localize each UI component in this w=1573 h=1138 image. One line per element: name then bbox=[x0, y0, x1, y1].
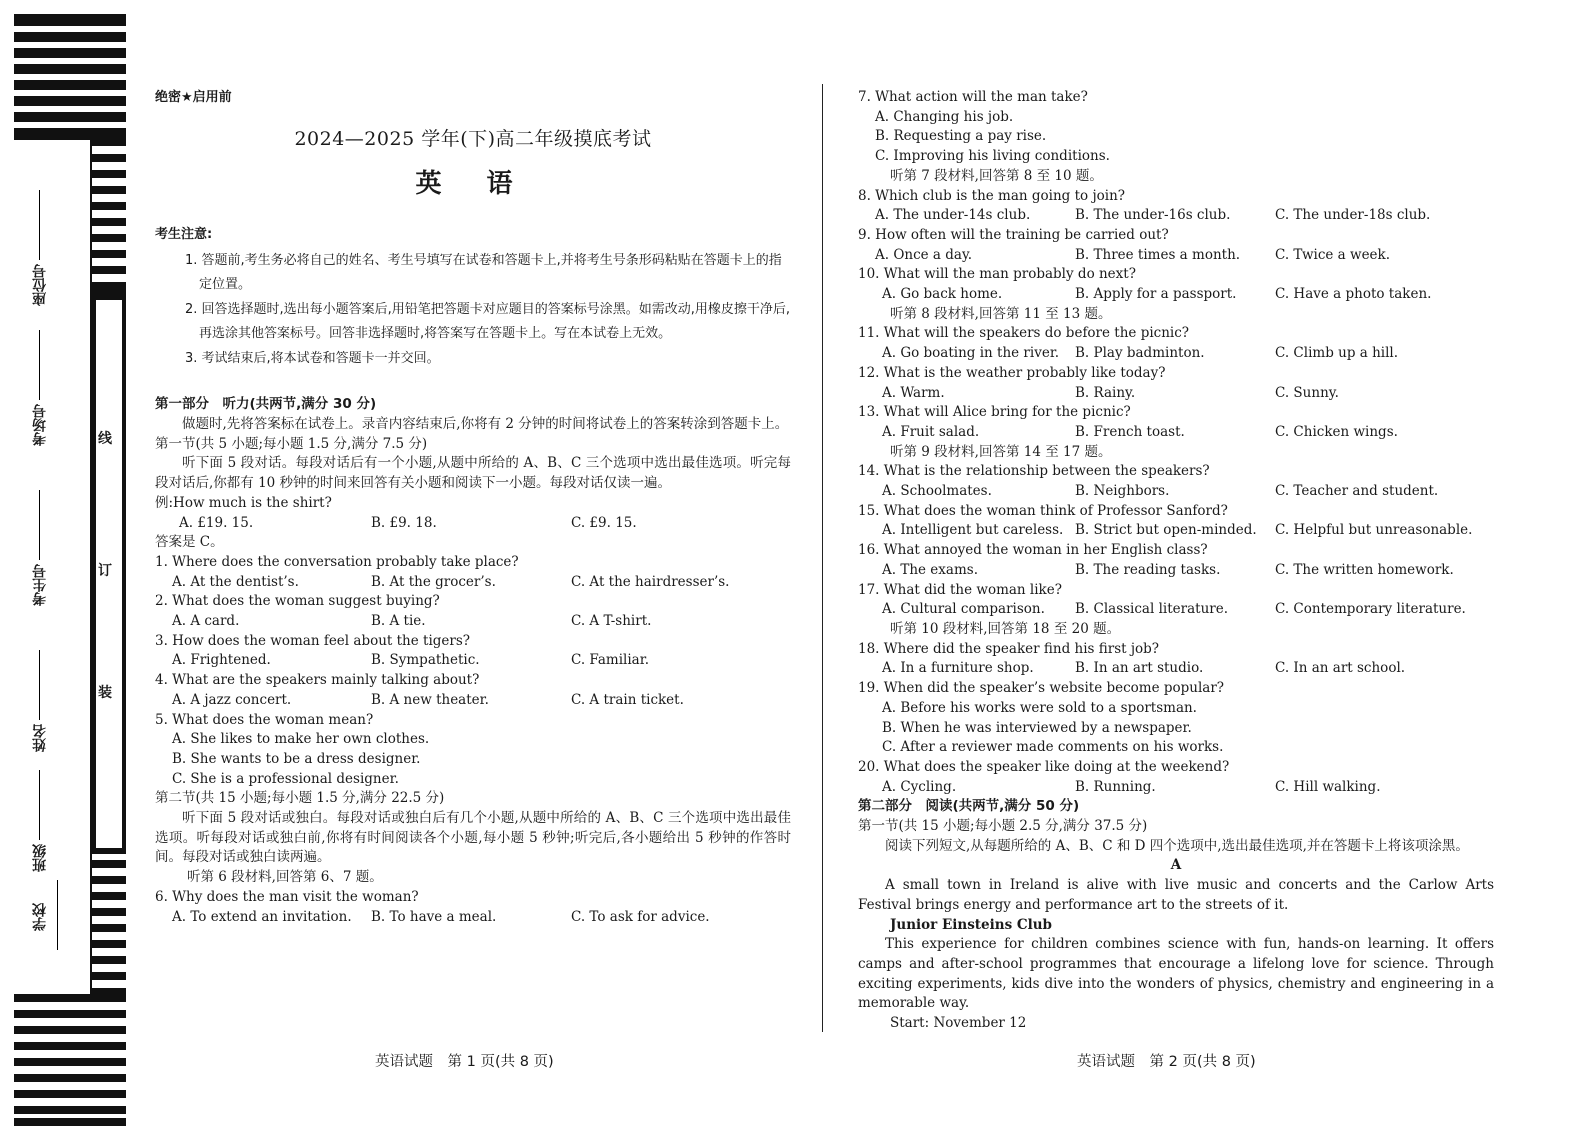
option-b: B. The under-16s club. bbox=[1075, 207, 1231, 224]
club-description: This experience for children combines science with fun, hands-on learning. It offers camps and after-school programmes that encourage a lifelong love for science. Through exciting experiments, kids dive into the wonders of physics, chemistry and engineering in a memorable way. bbox=[858, 936, 1494, 1012]
question-options bbox=[858, 600, 1494, 620]
option-a: A. A card. bbox=[172, 613, 240, 630]
question-options bbox=[858, 561, 1494, 581]
option-c: C. Familiar. bbox=[571, 652, 649, 669]
question-options bbox=[858, 206, 1494, 226]
school-label: 学校 bbox=[30, 880, 90, 954]
question-4 bbox=[155, 671, 791, 710]
option-b: B. French toast. bbox=[1075, 423, 1185, 440]
question-text: 12. What is the weather probably like today? bbox=[858, 364, 1166, 381]
option-b: B. Three times a month. bbox=[1075, 246, 1241, 263]
question-options bbox=[858, 246, 1494, 266]
question-text: 5. What does the woman mean? bbox=[155, 711, 374, 728]
question-text: 16. What annoyed the woman in her English class? bbox=[858, 542, 1208, 559]
question-6 bbox=[155, 888, 791, 927]
option-c: C. A train ticket. bbox=[571, 691, 684, 708]
option-b: B. Strict but open-minded. bbox=[1075, 522, 1257, 539]
example-question: 例:How much is the shirt? bbox=[155, 494, 332, 511]
option-c: C. At the hairdresser’s. bbox=[571, 573, 730, 590]
option-a: A. Cultural comparison. bbox=[882, 601, 1045, 618]
question-18 bbox=[858, 640, 1494, 679]
option-b: B. In an art studio. bbox=[1075, 660, 1204, 677]
question-7 bbox=[858, 88, 1494, 167]
class-label: 班级 bbox=[30, 770, 90, 872]
listening-cue: 听第 7 段材料,回答第 8 至 10 题。 bbox=[890, 167, 1103, 184]
option-b: B. Running. bbox=[1075, 778, 1156, 795]
club-start-date: Start: November 12 bbox=[890, 1015, 1027, 1032]
question-options bbox=[858, 659, 1494, 679]
confidential-mark: 绝密★启用前 bbox=[155, 90, 232, 105]
club-name: Junior Einsteins Club bbox=[890, 916, 1052, 933]
option-a: A. Warm. bbox=[882, 384, 945, 401]
question-20 bbox=[858, 758, 1494, 797]
part-2-heading: 第二部分 阅读(共两节,满分 50 分) bbox=[858, 798, 1080, 815]
page-2-footer: 英语试题 第 2 页(共 8 页) bbox=[1077, 1054, 1256, 1070]
passage-intro: A small town in Ireland is alive with live music and concerts and the Carlow Arts Festival brings energy and performance art to the streets of it. bbox=[858, 877, 1494, 913]
listening-cue: 听第 8 段材料,回答第 11 至 13 题。 bbox=[890, 305, 1112, 322]
question-2 bbox=[155, 592, 791, 631]
candidate-number-label: 考生号 bbox=[30, 490, 90, 606]
notice-item: 3. 考试结束后,将本试卷和答题卡一并交回。 bbox=[185, 350, 440, 366]
question-9 bbox=[858, 226, 1494, 265]
option-a: A. Go boating in the river. bbox=[882, 345, 1060, 362]
exam-room-label: 考场号 bbox=[30, 330, 90, 446]
question-text: 15. What does the woman think of Professor Sanford? bbox=[858, 502, 1228, 519]
option-a: A. At the dentist’s. bbox=[172, 573, 299, 590]
question-17 bbox=[858, 581, 1494, 620]
option-c: C. £9. 15. bbox=[571, 514, 637, 531]
subject-title: 英 语 bbox=[415, 169, 531, 200]
option-a: A. Frightened. bbox=[172, 652, 271, 669]
question-text: 10. What will the man probably do next? bbox=[858, 266, 1136, 283]
option-a: A. Schoolmates. bbox=[882, 483, 992, 500]
option-a: A. The exams. bbox=[882, 561, 978, 578]
notice-heading: 考生注意: bbox=[155, 227, 213, 243]
page-1-footer: 英语试题 第 1 页(共 8 页) bbox=[375, 1054, 554, 1070]
option-b: B. To have a meal. bbox=[371, 908, 497, 925]
option-b: B. Requesting a pay rise. bbox=[875, 128, 1047, 145]
option-c: C. Twice a week. bbox=[1275, 246, 1391, 263]
question-text: 20. What does the speaker like doing at the weekend? bbox=[858, 758, 1230, 775]
question-19 bbox=[858, 679, 1494, 758]
option-b: B. When he was interviewed by a newspaper. bbox=[882, 719, 1192, 736]
question-options bbox=[155, 908, 791, 928]
listening-cue: 听第 9 段材料,回答第 14 至 17 题。 bbox=[890, 443, 1112, 460]
part-2-section-1-heading: 第一节(共 15 小题;每小题 2.5 分,满分 37.5 分) bbox=[858, 818, 1148, 835]
question-options bbox=[155, 612, 791, 632]
option-c: C. In an art school. bbox=[1275, 660, 1406, 677]
question-13 bbox=[858, 403, 1494, 442]
binding-marks bbox=[96, 420, 118, 720]
question-1 bbox=[155, 553, 791, 592]
page-1-column bbox=[155, 88, 791, 927]
option-b: B. A tie. bbox=[371, 613, 426, 630]
question-options bbox=[155, 691, 791, 711]
option-c: C. The under-18s club. bbox=[1275, 207, 1431, 224]
question-11 bbox=[858, 324, 1494, 363]
question-options bbox=[858, 778, 1494, 798]
listening-cue: 听第 6 段材料,回答第 6、7 题。 bbox=[187, 869, 383, 886]
option-c: C. Have a photo taken. bbox=[1275, 286, 1432, 303]
option-c: C. She is a professional designer. bbox=[172, 770, 399, 787]
option-c: C. After a reviewer made comments on his works. bbox=[882, 739, 1224, 756]
question-options bbox=[155, 573, 791, 593]
option-a: A. Cycling. bbox=[882, 778, 957, 795]
option-c: C. A T-shirt. bbox=[571, 613, 652, 630]
option-a: A. Go back home. bbox=[882, 286, 1003, 303]
question-text: 8. Which club is the man going to join? bbox=[858, 187, 1126, 204]
part-2-intro: 阅读下列短文,从每题所给的 A、B、C 和 D 四个选项中,选出最佳选项,并在答题卡上将该项涂黑。 bbox=[885, 837, 1469, 854]
option-a: A. Before his works were sold to a sportsman. bbox=[882, 699, 1197, 716]
page-2-column bbox=[858, 88, 1494, 1034]
option-c: C. The written homework. bbox=[1275, 561, 1454, 578]
question-3 bbox=[155, 632, 791, 671]
example-options bbox=[155, 514, 791, 534]
question-text: 7. What action will the man take? bbox=[858, 89, 1088, 105]
question-16 bbox=[858, 541, 1494, 580]
passage-label: A bbox=[1170, 857, 1182, 874]
question-text: 3. How does the woman feel about the tigers? bbox=[155, 632, 471, 649]
question-text: 9. How often will the training be carried out? bbox=[858, 226, 1169, 243]
question-text: 2. What does the woman suggest buying? bbox=[155, 593, 440, 610]
option-b: B. Rainy. bbox=[1075, 384, 1136, 401]
part-1-intro: 做题时,先将答案标在试卷上。录音内容结束后,你将有 2 分钟的时间将试卷上的答案转涂到答题卡上。 bbox=[182, 416, 789, 433]
section-1-intro: 听下面 5 段对话。每段对话后有一个小题,从题中所给的 A、B、C 三个选项中选出最佳选项。听完每段对话后,你都有 10 秒钟的时间来回答有关小题和阅读下一小题。每段对话仅读一遍。 bbox=[155, 455, 791, 492]
question-options bbox=[858, 482, 1494, 502]
option-c: C. Contemporary literature. bbox=[1275, 601, 1466, 618]
option-a: A. Fruit salad. bbox=[882, 423, 980, 440]
section-2-heading: 第二节(共 15 小题;每小题 1.5 分,满分 22.5 分) bbox=[155, 790, 445, 807]
option-b: B. The reading tasks. bbox=[1075, 561, 1221, 578]
question-8 bbox=[858, 187, 1494, 226]
question-options bbox=[858, 384, 1494, 404]
question-options bbox=[858, 521, 1494, 541]
section-2-intro: 听下面 5 段对话或独白。每段对话或独白后有几个小题,从题中所给的 A、B、C 三个选项中选出最佳选项。听每段对话或独白前,你将有时间阅读各个小题,每小题 5 秒钟;听完后,各小题给出 5 秒钟的作答时间。每段对话或独白读两遍。 bbox=[155, 810, 791, 866]
listening-cue: 听第 10 段材料,回答第 18 至 20 题。 bbox=[890, 620, 1121, 637]
option-a: A. To extend an invitation. bbox=[172, 908, 352, 925]
option-a: A. £19. 15. bbox=[179, 514, 254, 531]
seat-number-label: 座位号 bbox=[30, 190, 90, 306]
option-c: C. Climb up a hill. bbox=[1275, 345, 1399, 362]
option-c: C. To ask for advice. bbox=[571, 908, 710, 925]
question-text: 1. Where does the conversation probably take place? bbox=[155, 553, 519, 570]
question-10 bbox=[858, 265, 1494, 304]
question-5 bbox=[155, 711, 791, 790]
question-text: 13. What will Alice bring for the picnic? bbox=[858, 404, 1131, 421]
name-label: 姓名 bbox=[30, 650, 90, 752]
option-c: C. Teacher and student. bbox=[1275, 483, 1439, 500]
option-c: C. Chicken wings. bbox=[1275, 423, 1398, 440]
binding-mark-bind: 装 bbox=[98, 685, 112, 701]
option-c: C. Hill walking. bbox=[1275, 778, 1381, 795]
question-text: 19. When did the speaker’s website become popular? bbox=[858, 680, 1225, 697]
question-text: 18. Where did the speaker find his first job? bbox=[858, 640, 1160, 657]
option-a: A. Changing his job. bbox=[875, 108, 1014, 125]
exam-title: 2024—2025 学年(下)高二年级摸底考试 bbox=[294, 127, 652, 150]
notice-item: 1. 答题前,考生务必将自己的姓名、考生号填写在试卷和答题卡上,并将考生号条形码粘贴在答题卡上的指定位置。 bbox=[185, 252, 782, 293]
question-options bbox=[858, 344, 1494, 364]
question-options bbox=[858, 285, 1494, 305]
column-divider bbox=[822, 84, 823, 1032]
question-options bbox=[155, 651, 791, 671]
option-a: A. In a furniture shop. bbox=[882, 660, 1034, 677]
option-c: C. Sunny. bbox=[1275, 384, 1339, 401]
option-c: C. Helpful but unreasonable. bbox=[1275, 522, 1473, 539]
notice-item: 2. 回答选择题时,选出每小题答案后,用铅笔把答题卡对应题目的答案标号涂黑。如需改动,用橡皮擦干净后,再选涂其他答案标号。回答非选择题时,将答案写在答题卡上。写在本试卷上无效。 bbox=[185, 301, 791, 342]
option-a: A. A jazz concert. bbox=[172, 691, 292, 708]
option-b: B. Classical literature. bbox=[1075, 601, 1228, 618]
option-b: B. A new theater. bbox=[371, 691, 489, 708]
option-c: C. Improving his living conditions. bbox=[875, 148, 1110, 165]
option-b: B. Play badminton. bbox=[1075, 345, 1205, 362]
question-text: 17. What did the woman like? bbox=[858, 581, 1062, 598]
question-options bbox=[858, 423, 1494, 443]
question-text: 6. Why does the man visit the woman? bbox=[155, 888, 419, 905]
option-a: A. Once a day. bbox=[875, 246, 973, 263]
question-15 bbox=[858, 502, 1494, 541]
question-text: 11. What will the speakers do before the picnic? bbox=[858, 325, 1190, 342]
option-a: A. She likes to make her own clothes. bbox=[172, 731, 430, 748]
candidate-info-labels bbox=[30, 190, 90, 950]
question-14 bbox=[858, 462, 1494, 501]
question-12 bbox=[858, 364, 1494, 403]
example-answer: 答案是 C。 bbox=[155, 534, 224, 551]
binding-mark-line: 线 bbox=[98, 431, 112, 447]
section-1-heading: 第一节(共 5 小题;每小题 1.5 分,满分 7.5 分) bbox=[155, 435, 428, 452]
question-text: 4. What are the speakers mainly talking about? bbox=[155, 672, 480, 689]
option-b: B. At the grocer’s. bbox=[371, 573, 496, 590]
option-b: B. Apply for a passport. bbox=[1075, 286, 1237, 303]
option-b: B. £9. 18. bbox=[371, 514, 437, 531]
option-a: A. Intelligent but careless. bbox=[882, 522, 1064, 539]
question-text: 14. What is the relationship between the speakers? bbox=[858, 463, 1210, 480]
option-b: B. Neighbors. bbox=[1075, 483, 1170, 500]
binding-mark-staple: 订 bbox=[98, 563, 112, 579]
option-b: B. Sympathetic. bbox=[371, 652, 480, 669]
option-a: A. The under-14s club. bbox=[875, 207, 1031, 224]
option-b: B. She wants to be a dress designer. bbox=[172, 750, 421, 767]
part-1-heading: 第一部分 听力(共两节,满分 30 分) bbox=[155, 396, 377, 413]
